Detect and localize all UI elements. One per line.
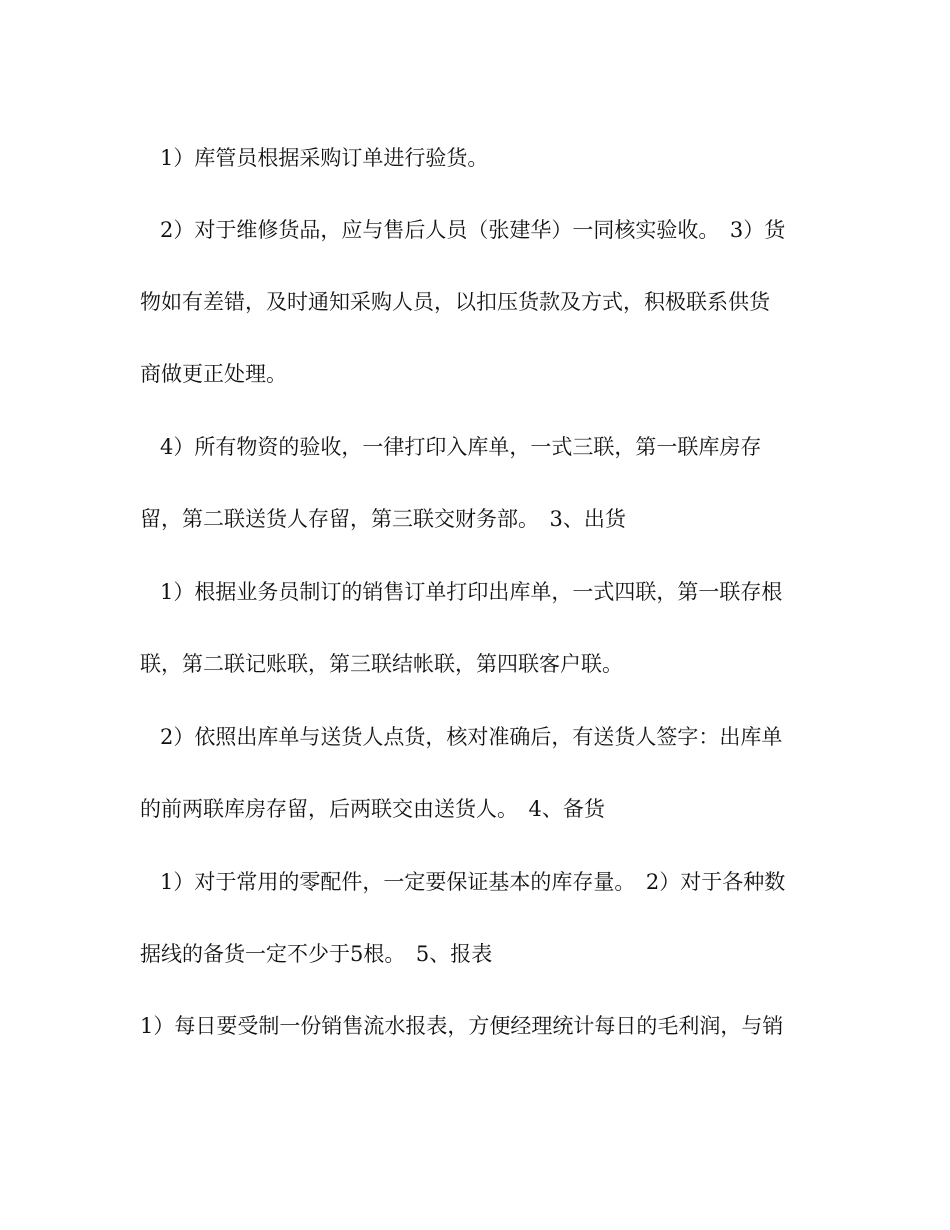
text-line-13: 1）每日要受制一份销售流水报表，方便经理统计每日的毛利润，与销 (140, 1014, 784, 1038)
text-line-4: 商做更正处理。 (140, 362, 287, 386)
text-line-10: 的前两联库房存留，后两联交由送货人。 4、备货 (140, 797, 605, 821)
text-line-11: 1）对于常用的零配件，一定要保证基本的库存量。 2）对于各种数 (160, 870, 786, 894)
text-line-6: 留，第二联送货人存留，第三联交财务部。 3、出货 (140, 507, 626, 531)
text-line-8: 联，第二联记账联，第三联结帐联，第四联客户联。 (140, 652, 623, 676)
text-line-5: 4）所有物资的验收，一律打印入库单，一式三联，第一联库房存 (160, 435, 762, 459)
text-line-2: 2）对于维修货品，应与售后人员（张建华）一同核实验收。 3）货 (160, 218, 786, 242)
text-line-9: 2）依照出库单与送货人点货，核对准确后，有送货人签字：出库单 (160, 725, 783, 749)
text-line-7: 1）根据业务员制订的销售订单打印出库单，一式四联，第一联存根 (160, 580, 783, 604)
text-line-3: 物如有差错，及时通知采购人员，以扣压货款及方式，积极联系供货 (140, 290, 770, 314)
text-line-1: 1）库管员根据采购订单进行验货。 (160, 146, 489, 170)
text-line-12: 据线的备货一定不少于5根。 5、报表 (140, 942, 493, 966)
